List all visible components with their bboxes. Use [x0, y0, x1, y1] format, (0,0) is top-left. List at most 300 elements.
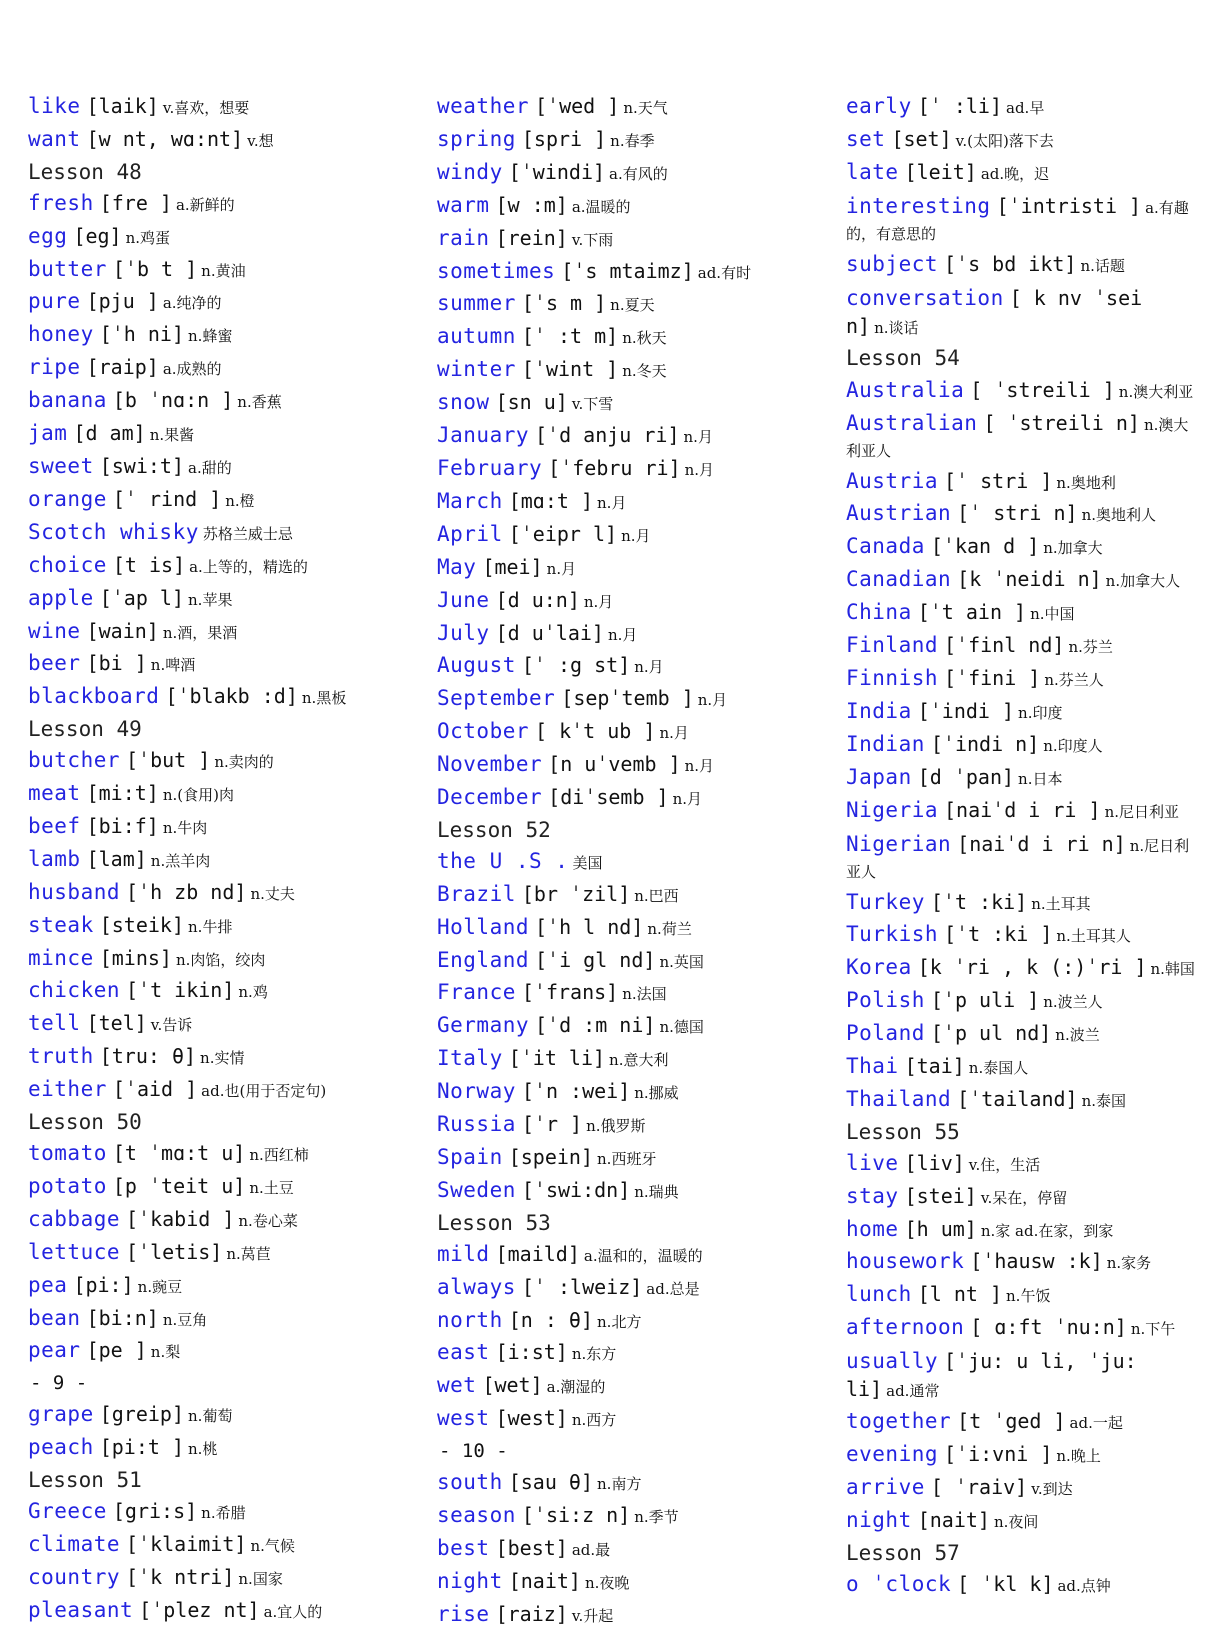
- vocab-entry: [28, 1399, 413, 1432]
- vocab-word: best: [437, 1535, 490, 1560]
- meaning: n.莴苣: [226, 1244, 271, 1263]
- vocab-entry: [846, 531, 1196, 564]
- vocab-entry: [437, 256, 822, 289]
- phonetic: [ˈfini ]: [944, 665, 1041, 690]
- phonetic: [best]: [495, 1535, 568, 1560]
- vocab-entry: [28, 648, 413, 681]
- vocab-word: season: [437, 1502, 516, 1527]
- phonetic: [ˈr ]: [521, 1112, 583, 1137]
- vocab-entry: [437, 1043, 822, 1076]
- meaning: v.住，生活: [968, 1155, 1041, 1174]
- vocab-word: Thai: [846, 1054, 899, 1079]
- vocab-entry: [846, 1569, 1196, 1602]
- vocab-entry: [846, 1406, 1196, 1439]
- meaning: v.想: [247, 131, 274, 150]
- vocab-entry: [846, 1181, 1196, 1214]
- phonetic: [fre ]: [99, 190, 172, 215]
- phonetic: [ˈs bd ikt]: [944, 251, 1077, 276]
- vocab-word: either: [28, 1077, 107, 1102]
- phonetic: [ˈp ul nd]: [930, 1021, 1052, 1046]
- phonetic: [pe ]: [86, 1338, 147, 1363]
- vocab-entry: [846, 729, 1196, 762]
- vocab-word: Japan: [846, 764, 912, 789]
- meaning: n.南方: [597, 1475, 642, 1494]
- vocab-entry: [28, 583, 413, 616]
- lesson-heading: Lesson 52: [437, 817, 551, 842]
- vocab-word: rain: [437, 225, 490, 250]
- meaning: a.成熟的: [162, 360, 222, 379]
- phonetic: [greip]: [99, 1402, 185, 1427]
- phonetic: [p ˈteit u]: [112, 1173, 246, 1198]
- vocab-word: east: [437, 1340, 490, 1365]
- vocab-word: live: [846, 1150, 899, 1175]
- vocab-word: Germany: [437, 1013, 530, 1038]
- meaning: n.月: [634, 658, 664, 677]
- vocab-word: west: [437, 1406, 490, 1431]
- vocab-entry: [437, 912, 822, 945]
- meaning: v.下雨: [571, 230, 614, 249]
- vocab-entry: [437, 1076, 822, 1109]
- phonetic: [w nt, wɑ:nt]: [86, 126, 244, 151]
- meaning: n.黄油: [201, 261, 246, 280]
- vocab-entry: [28, 1008, 413, 1041]
- meaning: 美国: [572, 853, 603, 872]
- meaning: n.月: [683, 428, 713, 447]
- vocab-word: Nigeria: [846, 797, 939, 822]
- vocab-entry: [437, 288, 822, 321]
- meaning: n.尼日利亚人: [846, 836, 1190, 881]
- vocab-word: choice: [28, 552, 107, 577]
- meaning: n.瑞典: [634, 1182, 679, 1201]
- vocab-word: early: [846, 94, 912, 118]
- phonetic: [ˈfebru ri]: [548, 455, 681, 480]
- phonetic: [wet]: [482, 1373, 543, 1398]
- vocab-word: China: [846, 600, 912, 625]
- vocab-word: bean: [28, 1305, 81, 1330]
- phonetic: [ˈt :ki]: [930, 889, 1028, 914]
- vocab-entry: [437, 1533, 822, 1566]
- vocab-entry: [28, 1529, 413, 1562]
- phonetic: [ˈklaimit]: [126, 1531, 247, 1556]
- phonetic: [diˈsemb ]: [548, 785, 669, 810]
- vocab-word: stay: [846, 1183, 899, 1208]
- vocab-entry: [437, 486, 822, 519]
- vocab-word: England: [437, 947, 530, 972]
- meaning: n.酒，果酒: [162, 623, 238, 642]
- vocab-entry: [437, 1500, 822, 1533]
- vocab-word: climate: [28, 1531, 121, 1556]
- vocab-word: always: [437, 1274, 516, 1299]
- lesson-heading: Lesson 57: [846, 1540, 960, 1565]
- vocab-entry: [437, 1272, 822, 1305]
- vocab-word: honey: [28, 322, 94, 347]
- vocab-word: the U .S .: [437, 848, 569, 873]
- phonetic: [k ˈneidi n]: [957, 567, 1102, 592]
- vocab-word: wet: [437, 1373, 477, 1398]
- meaning: n.天气: [623, 99, 668, 117]
- vocab-entry: [846, 1312, 1196, 1345]
- phonetic: [ˈi:vni ]: [944, 1442, 1053, 1467]
- meaning: v.升起: [571, 1606, 614, 1625]
- meaning: ad.也(用于否定句): [201, 1082, 327, 1101]
- vocab-entry: [846, 1084, 1196, 1117]
- meaning: ad.最: [571, 1540, 611, 1559]
- phonetic: [ˈt ain ]: [917, 600, 1027, 625]
- vocab-entry: [437, 91, 822, 124]
- vocab-entry: [437, 1109, 822, 1142]
- meaning: n.印度: [1018, 703, 1063, 722]
- meaning: n.德国: [659, 1018, 704, 1037]
- phonetic: [ˈblakb :d]: [165, 684, 298, 709]
- meaning: n.(食用)肉: [162, 786, 234, 805]
- phonetic: [gri:s]: [112, 1498, 198, 1523]
- phonetic: [wain]: [86, 618, 159, 643]
- vocab-word: chicken: [28, 978, 121, 1003]
- phonetic: [tai]: [904, 1054, 965, 1079]
- vocab-entry: [437, 1403, 822, 1436]
- vocab-entry: [846, 1214, 1196, 1247]
- vocab-word: mince: [28, 945, 94, 970]
- meaning: n.豌豆: [137, 1277, 183, 1296]
- vocab-entry: [846, 564, 1196, 597]
- vocab-entry: [846, 498, 1196, 531]
- phonetic: [eg]: [73, 223, 122, 248]
- vocab-word: Nigerian: [846, 831, 952, 856]
- vocab-entry: [437, 519, 822, 552]
- meaning: n.夜晚: [584, 1573, 630, 1592]
- meaning: n.土耳其人: [1056, 927, 1131, 946]
- meaning: n.夜间: [993, 1512, 1039, 1531]
- vocab-word: June: [437, 587, 490, 612]
- vocab-entry: [28, 451, 413, 484]
- meaning: n.话题: [1080, 256, 1125, 275]
- vocab-word: lunch: [846, 1282, 912, 1307]
- phonetic: [ˈindi n]: [930, 731, 1040, 756]
- phonetic: [ˈwint ]: [521, 357, 619, 382]
- lesson-heading: Lesson 50: [28, 1110, 142, 1135]
- vocab-entry: [28, 550, 413, 583]
- vocab-entry: [28, 352, 413, 385]
- vocab-word: Holland: [437, 914, 530, 939]
- vocab-word: beef: [28, 813, 81, 838]
- vocab-entry: [28, 745, 413, 778]
- vocab-entry: [846, 828, 1196, 887]
- phonetic: [ˈp uli ]: [930, 988, 1040, 1013]
- vocab-entry: [846, 1472, 1196, 1505]
- meaning: a.有风的: [609, 164, 668, 183]
- meaning: n.挪威: [634, 1084, 679, 1103]
- vocab-word: snow: [437, 390, 490, 415]
- meaning: n.季节: [634, 1507, 679, 1526]
- vocab-entry: [28, 943, 413, 976]
- vocab-entry: [28, 1138, 413, 1171]
- vocab-entry: [28, 877, 413, 910]
- vocab-word: January: [437, 423, 530, 448]
- vocab-entry: [28, 1204, 413, 1237]
- vocab-entry: [846, 249, 1196, 282]
- vocab-entry: [846, 663, 1196, 696]
- vocab-word: pear: [28, 1338, 81, 1363]
- phonetic: [ˈap l]: [99, 585, 185, 610]
- meaning: n.奥地利: [1056, 473, 1116, 492]
- phonetic: [sepˈtemb ]: [561, 686, 694, 711]
- meaning: n.啤酒: [150, 656, 196, 675]
- meaning: n.奥地利人: [1081, 506, 1157, 525]
- phonetic: [ˈhausw :k]: [970, 1249, 1103, 1274]
- phonetic: [ˈh l nd]: [535, 914, 644, 939]
- vocab-word: France: [437, 980, 516, 1005]
- meaning: n.梨: [150, 1343, 181, 1362]
- vocab-entry: [846, 407, 1196, 466]
- vocab-entry: [28, 319, 413, 352]
- vocab-entry: [437, 387, 822, 420]
- meaning: n.意大利: [609, 1051, 669, 1070]
- vocab-word: potato: [28, 1173, 107, 1198]
- phonetic: [sau θ]: [508, 1470, 594, 1495]
- vocab-word: winter: [437, 357, 516, 382]
- vocab-entry: [437, 354, 822, 387]
- vocab-entry: [28, 1562, 413, 1595]
- column-1: [28, 91, 413, 1628]
- phonetic: [swi:t]: [99, 453, 185, 478]
- vocab-entry: [846, 466, 1196, 499]
- meaning: n.春季: [610, 131, 655, 150]
- phonetic: [raip]: [86, 355, 159, 380]
- phonetic: [d u:n]: [495, 587, 580, 612]
- meaning: n.波兰: [1055, 1026, 1100, 1045]
- meaning: n.晚上: [1056, 1447, 1101, 1466]
- vocab-entry: [28, 1171, 413, 1204]
- vocab-word: sometimes: [437, 258, 556, 283]
- vocab-word: butter: [28, 256, 107, 281]
- phonetic: [mins]: [99, 945, 172, 970]
- vocab-entry: [28, 681, 413, 714]
- meaning: v.下雪: [571, 395, 614, 414]
- phonetic: [ˈfinl nd]: [944, 633, 1065, 658]
- vocab-entry: [28, 286, 413, 319]
- meaning: n.印度人: [1043, 736, 1103, 755]
- vocab-word: Sweden: [437, 1177, 516, 1202]
- vocab-word: lamb: [28, 846, 81, 871]
- meaning: n.冬天: [622, 362, 667, 381]
- phonetic: [ˈb t ]: [112, 256, 198, 281]
- phonetic: [pi:]: [73, 1272, 134, 1297]
- phonetic: [ ɑ:ft ˈnu:n]: [970, 1315, 1127, 1340]
- phonetic: [sn u]: [495, 390, 568, 415]
- meaning: ad.一起: [1069, 1414, 1123, 1433]
- vocab-word: tell: [28, 1011, 81, 1036]
- meaning: n.土豆: [249, 1178, 294, 1197]
- column-2: [437, 91, 822, 1632]
- meaning: n.韩国: [1150, 960, 1195, 979]
- phonetic: [ˈindi ]: [917, 698, 1015, 723]
- vocab-word: August: [437, 653, 516, 678]
- phonetic: [h um]: [904, 1216, 977, 1241]
- vocab-word: late: [846, 159, 899, 184]
- vocab-entry: [437, 1239, 822, 1272]
- vocab-entry: [437, 618, 822, 651]
- vocab-entry: [28, 1074, 413, 1107]
- meaning: ad.点钟: [1057, 1576, 1111, 1595]
- vocab-entry: [846, 282, 1196, 343]
- meaning: n.午饭: [1006, 1287, 1051, 1306]
- vocab-entry: [846, 1148, 1196, 1181]
- meaning: n.气候: [250, 1536, 295, 1555]
- vocab-word: peach: [28, 1435, 94, 1460]
- vocab-entry: [437, 420, 822, 453]
- meaning: a.潮湿的: [546, 1378, 606, 1397]
- lesson-heading: Lesson 53: [437, 1210, 551, 1235]
- vocab-word: pleasant: [28, 1597, 134, 1622]
- meaning: n.月: [583, 592, 614, 611]
- meaning: n.法国: [622, 985, 667, 1004]
- page-number: - 9 -: [30, 1372, 88, 1395]
- vocab-entry: [28, 484, 413, 517]
- meaning: ad.通常: [886, 1382, 940, 1401]
- vocab-word: February: [437, 455, 543, 480]
- meaning: n.芬兰人: [1044, 670, 1104, 689]
- phonetic: [ˈkabid ]: [126, 1206, 235, 1231]
- vocab-word: October: [437, 719, 530, 744]
- vocab-word: March: [437, 488, 503, 513]
- vocab-word: ripe: [28, 355, 81, 380]
- phonetic: [raiz]: [495, 1601, 568, 1626]
- vocab-word: egg: [28, 223, 68, 248]
- meaning: n.泰国人: [968, 1059, 1029, 1078]
- lesson-heading: Lesson 49: [28, 717, 142, 742]
- vocab-entry: [28, 91, 413, 124]
- vocab-word: Indian: [846, 731, 925, 756]
- vocab-entry: [28, 1270, 413, 1303]
- vocab-word: Canadian: [846, 567, 952, 592]
- meaning: n.澳大利亚: [1118, 382, 1194, 401]
- phonetic: [b ˈnɑ:n ]: [112, 388, 234, 413]
- vocab-entry: [846, 762, 1196, 795]
- vocab-entry: [846, 696, 1196, 729]
- meaning: v.呆在，停留: [980, 1188, 1068, 1207]
- vocab-word: housework: [846, 1249, 965, 1274]
- vocab-entry: [437, 683, 822, 716]
- phonetic: [ˈk ntri]: [126, 1564, 235, 1589]
- phonetic: [ˈwed ]: [535, 94, 620, 118]
- vocab-word: windy: [437, 159, 503, 184]
- phonetic: [ˈ :t m]: [521, 324, 619, 349]
- vocab-entry: [28, 124, 413, 157]
- vocab-word: pea: [28, 1272, 68, 1297]
- meaning: n.夏天: [610, 296, 655, 315]
- meaning: n.下午: [1130, 1320, 1176, 1339]
- phonetic: [rein]: [495, 225, 568, 250]
- vocab-entry: [846, 1345, 1196, 1406]
- phonetic: [t ˈmɑ:t u]: [112, 1141, 246, 1165]
- meaning: n.国家: [238, 1569, 283, 1588]
- meaning: 苏格兰威士忌: [202, 524, 293, 543]
- vocab-word: o ˈclock: [846, 1571, 952, 1596]
- vocab-word: India: [846, 698, 912, 723]
- vocab-entry: [437, 1370, 822, 1403]
- vocab-word: interesting: [846, 193, 991, 218]
- vocab-word: Finland: [846, 633, 939, 658]
- meaning: n.月: [546, 559, 577, 578]
- vocab-word: weather: [437, 94, 530, 118]
- vocab-word: Finnish: [846, 665, 939, 690]
- vocab-entry: [437, 1467, 822, 1500]
- phonetic: [ˈd anju ri]: [535, 423, 680, 448]
- meaning: n.月: [607, 625, 638, 644]
- vocab-entry: [437, 124, 822, 157]
- vocab-entry: [437, 1142, 822, 1175]
- vocab-word: Spain: [437, 1145, 503, 1169]
- vocab-word: country: [28, 1564, 121, 1589]
- meaning: n.澳大利亚人: [846, 415, 1189, 460]
- phonetic: [ˈwindi]: [508, 159, 606, 184]
- vocab-word: tomato: [28, 1141, 107, 1165]
- vocab-entry: [28, 616, 413, 649]
- meaning: a.有趣的，有意思的: [846, 198, 1189, 243]
- meaning: n.牛排: [188, 917, 233, 936]
- vocab-word: warm: [437, 192, 490, 217]
- vocab-word: south: [437, 1470, 503, 1495]
- vocab-entry: [437, 1305, 822, 1338]
- phonetic: [nait]: [508, 1568, 581, 1593]
- meaning: n.月: [597, 493, 627, 512]
- lesson-heading: Lesson 51: [28, 1468, 142, 1493]
- vocab-entry: [437, 1566, 822, 1599]
- vocab-entry: [28, 221, 413, 254]
- vocab-word: mild: [437, 1241, 490, 1266]
- vocab-word: Australian: [846, 410, 978, 435]
- vocab-entry: [846, 887, 1196, 920]
- phonetic: [d ˈpan]: [917, 764, 1015, 789]
- phonetic: [liv]: [904, 1150, 965, 1175]
- phonetic: [k ˈri , k (:)ˈri ]: [917, 955, 1147, 980]
- meaning: n.丈夫: [250, 884, 295, 903]
- vocab-entry: [28, 1041, 413, 1074]
- vocab-entry: [28, 1303, 413, 1336]
- vocab-word: Austrian: [846, 501, 952, 526]
- phonetic: [laik]: [86, 94, 159, 118]
- vocab-word: together: [846, 1409, 952, 1434]
- meaning: v.(太阳)落下去: [955, 131, 1054, 150]
- phonetic: [bi:f]: [86, 813, 159, 838]
- vocab-word: grape: [28, 1402, 94, 1427]
- phonetic: [ˈaid ]: [112, 1077, 198, 1102]
- phonetic: [ˈ :g st]: [521, 653, 631, 678]
- vocab-entry: [437, 879, 822, 912]
- vocab-entry: [28, 778, 413, 811]
- vocab-word: May: [437, 554, 477, 579]
- meaning: n.芬兰: [1068, 638, 1113, 657]
- vocab-entry: [437, 945, 822, 978]
- vocab-word: Polish: [846, 988, 925, 1013]
- phonetic: [mɑ:t ]: [508, 488, 594, 513]
- phonetic: [ ˈstreili ]: [970, 377, 1115, 402]
- phonetic: [pi:t ]: [99, 1435, 185, 1460]
- phonetic: [t ˈged ]: [957, 1409, 1066, 1434]
- lesson-heading: Lesson 48: [28, 159, 142, 184]
- phonetic: [naiˈd i ri n]: [957, 831, 1126, 856]
- vocab-word: Turkey: [846, 889, 925, 914]
- meaning: v.到达: [1031, 1480, 1073, 1498]
- vocab-word: orange: [28, 486, 107, 511]
- meaning: n.荷兰: [647, 919, 692, 938]
- vocab-entry: [437, 749, 822, 782]
- vocab-entry: [846, 91, 1196, 124]
- vocab-word: subject: [846, 251, 939, 276]
- vocab-word: autumn: [437, 324, 516, 349]
- vocab-word: Austria: [846, 468, 939, 493]
- vocab-entry: [28, 1237, 413, 1270]
